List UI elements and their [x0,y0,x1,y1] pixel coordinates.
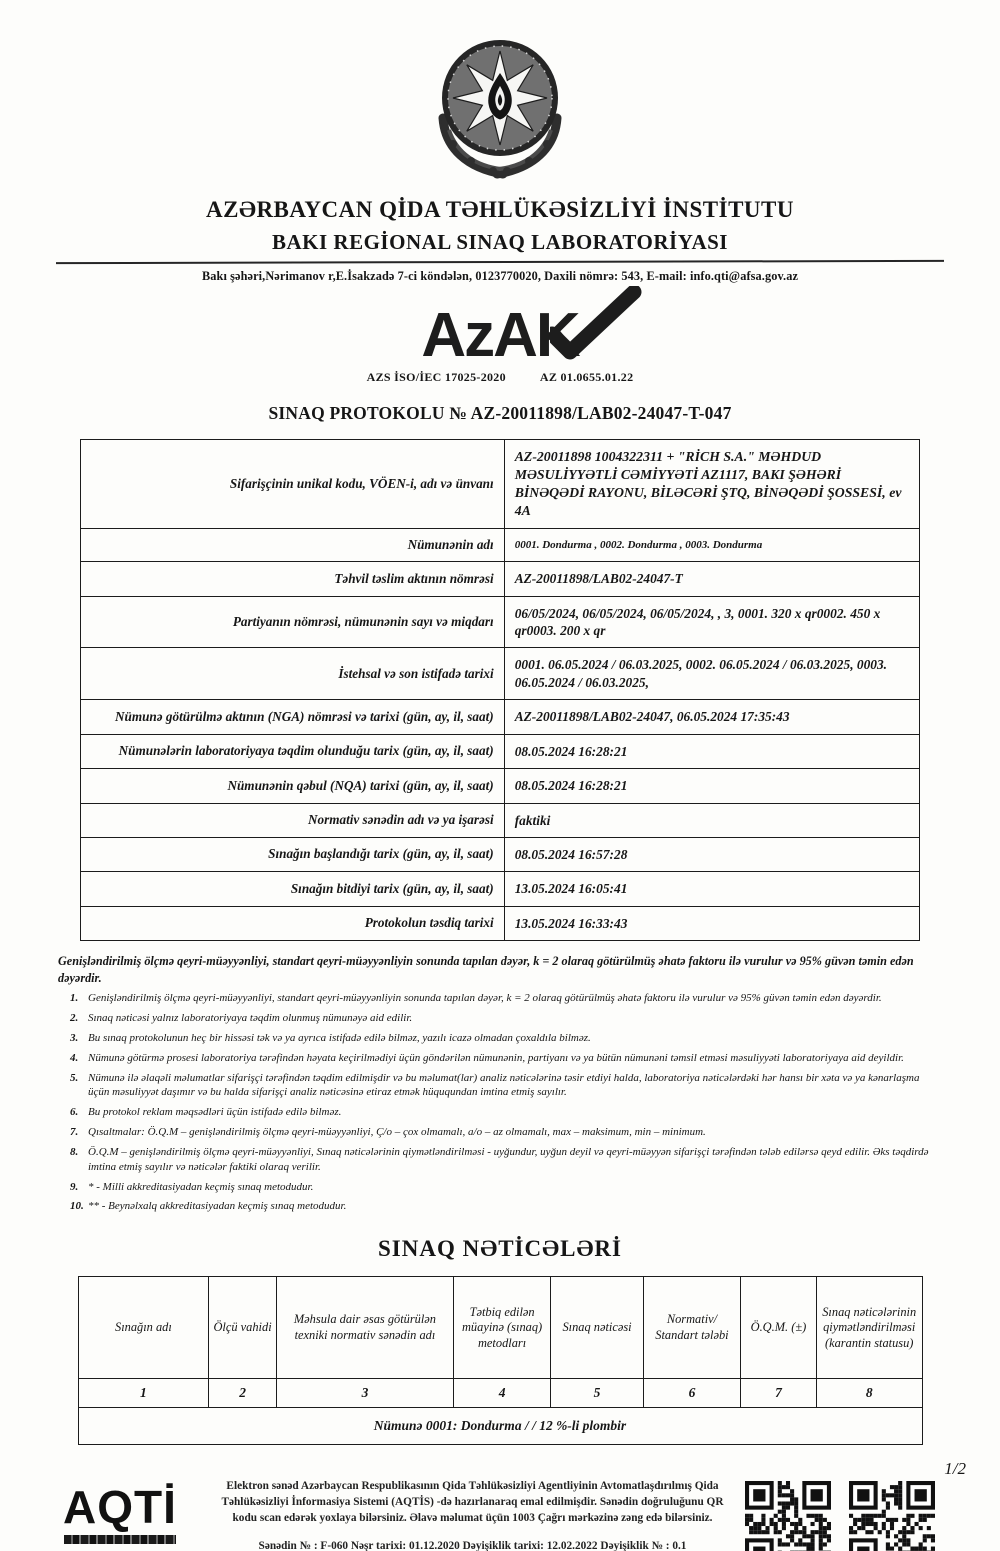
info-row [81,769,920,803]
results-column-number: 7 [740,1379,816,1408]
info-table-body [81,440,920,941]
info-row-label: Normativ sənədin adı və ya işarəsi [81,803,505,837]
results-column-number: 3 [276,1379,453,1408]
info-row-value: 0001. 06.05.2024 / 06.03.2025, 0002. 06.05.2024 / 06.03.2025, 0003. 06.05.2024 / 06.03.2025, [504,648,919,700]
results-column-number: 8 [816,1379,922,1408]
note-item [58,1031,942,1046]
info-row-label: Nümunənin qəbul (NQA) tarixi (gün, ay, il, saat) [81,769,505,803]
note-text: ** - Beynəlxalq akkreditasiyadan keçmiş sınaq metodudur. [88,1200,347,1213]
info-row-value: AZ-20011898/LAB02-24047, 06.05.2024 17:35:43 [504,700,919,734]
aqti-logo [40,1479,200,1544]
azak-accreditation-line [0,370,1000,385]
note-number: 6. [70,1106,79,1119]
page-number: 1/2 [944,1459,966,1478]
note-number: 7. [70,1126,79,1139]
results-number-row [78,1379,922,1408]
note-text: Nümunə ilə əlaqəli məlumatlar sifarişçi tərəfindən təqdim edilmişdir və bu məlumat(lar) analiz nəticələrinə təsir etdiyi halda, laboratoriya nəticələrdəki hər hansı bir xəta və ya kənarlaşma üçün məsuliyyət daşımır və bu halda sifarişçi analiz nəticəsinə etiraz etmək hüququndan imtina etmiş sayılır. [88,1071,920,1099]
info-row [81,700,920,734]
info-row-value: 06/05/2024, 06/05/2024, 06/05/2024, , 3, 0001. 320 x qr0002. 450 x qr0003. 200 x qr [504,596,919,648]
qr-code-group [745,1479,960,1551]
info-row-value: 08.05.2024 16:57:28 [504,837,919,871]
info-row-value: AZ-20011898/LAB02-24047-T [504,562,919,596]
note-number: 9. [70,1180,79,1193]
results-table [78,1276,923,1445]
azak-check-icon [550,286,642,364]
info-row-value: 13.05.2024 16:33:43 [504,906,919,940]
note-text: Ö.Q.M – genişləndirilmiş ölçmə qeyri-müəyyənliyi, Sınaq nəticələrinin qiymətləndirilməsi - uyğundur, uyğun deyil və qeyri-müəyyən sifarişçi tərəfindən tələb edilərsə qeyd edilir. Əks təqdirdə imtina etmiş sayılır və nəticələr faktiki olaraq verilir. [88,1145,929,1173]
note-item [58,1199,942,1214]
results-column-header: Məhsula dair əsas götürülən texniki normativ sənədin adı [276,1277,453,1379]
note-item [58,991,942,1006]
info-row [81,837,920,871]
emblem-wrap [0,0,1000,189]
note-item [58,1180,942,1195]
info-row-label: Protokolun təsdiq tarixi [81,906,505,940]
info-row-label: Sınağın bitdiyi tarix (gün, ay, il, saat) [81,872,505,906]
info-row-value: 0001. Dondurma , 0002. Dondurma , 0003. Dondurma [504,528,919,562]
info-row-label: Nümunə götürülmə aktının (NGA) nömrəsi və tarixi (gün, ay, il, saat) [81,700,505,734]
sample-row-text: Nümunə 0001: Dondurma / / 12 %-li plombir [78,1408,922,1445]
info-row-value: AZ-20011898 1004322311 + "RİCH S.A." MƏHDUD MƏSULİYYƏTLİ CƏMİYYƏTİ AZ1117, BAKI ŞƏHƏRİ BİNƏQƏDİ RAYONU, BİLƏCƏRİ ŞTQ, BİNƏQƏDİ ŞOSSESİ, ev 4A [504,440,919,529]
note-text: Nümunə götürmə prosesi laboratoriya tərəfindən həyata keçirilmədiyi üçün göndərilən nümunənin, partiyanı və ya bütün nümunəni təmsil etməsi məsuliyyəti laboratoriyaya aid deyildir. [88,1051,904,1064]
info-row-value: 08.05.2024 16:28:21 [504,734,919,768]
results-column-header: Sınaq nəticəsi [551,1277,644,1379]
results-column-header: Normativ/ Standart tələbi [643,1277,740,1379]
laboratory-name: BAKI REGİONAL SINAQ LABORATORİYASI [272,230,728,254]
info-row-label: Nümunələrin laboratoriyaya təqdim olunduğu tarix (gün, ay, il, saat) [81,734,505,768]
results-column-header: Ö.Q.M. (±) [740,1277,816,1379]
info-row [81,440,920,529]
note-number: 5. [70,1071,79,1084]
info-row-value: 13.05.2024 16:05:41 [504,872,919,906]
azak-logo [0,301,1000,385]
note-number: 3. [70,1031,79,1044]
footer-paragraph: Elektron sənəd Azərbaycan Respublikasının Qida Təhlükəsizliyi Agentliyinin Avtomatlaşdırılmış Qida Təhlükəsizliyi İnformasiya Sistemi (AQTİS) -də hazırlanaraq emal edilmişdir. Sənədin doğruluğunu QR kodu scan edərək yoxlaya bilərsiniz. Əlavə məlumat üçün 1003 Çağrı mərkəzinə zəng edə bilərsiniz. [221,1480,724,1524]
note-text: Bu protokol reklam məqsədləri üçün istifadə edilə bilməz. [88,1106,342,1119]
notes-section [58,953,942,1214]
info-row-label: Təhvil təslim aktının nömrəsi [81,562,505,596]
info-row-label: Sifarişçinin unikal kodu, VÖEN-i, adı və ünvanı [81,440,505,529]
note-item [58,1145,942,1175]
note-number: 8. [70,1145,79,1158]
note-item [58,1011,942,1026]
info-row-value: 08.05.2024 16:28:21 [504,769,919,803]
note-text: Genişləndirilmiş ölçmə qeyri-müəyyənliyi, standart qeyri-müəyyənliyin sonunda tapılan dəyər, k = 2 olaraq götürülmüş əhatə faktoru ilə vurulur və 95% güvən təmin edən dəyərdir. [88,992,882,1005]
header-divider [56,260,944,264]
results-column-number: 1 [78,1379,209,1408]
aqti-logo-text: AQTİ [63,1481,177,1534]
note-number: 2. [70,1012,79,1025]
notes-intro: Genişləndirilmiş ölçmə qeyri-müəyyənliyi, standart qeyri-müəyyənliyin sonunda tapılan dəyər, k = 2 olaraq götürülmüş əhatə faktoru ilə vurulur və 95% güvən təmin edən dəyərdir. [58,954,914,985]
azak-certificate: AZ 01.0655.01.22 [539,370,634,384]
notes-list [58,991,942,1214]
note-number: 10. [70,1200,84,1213]
note-item [58,1125,942,1140]
note-text: Qısaltmalar: Ö.Q.M – genişləndirilmiş ölçmə qeyri-müəyyənliyi, Ç/o – çox olmamalı, a/o – az olmamalı, max – maksimum, min – minimum. [88,1126,706,1139]
info-row [81,906,920,940]
footer-document-line: Sənədin № : F-060 Nəşr tarixi: 01.12.2020 Dəyişiklik tarixi: 12.02.2022 Dəyişiklik № : 0.1 [258,1539,687,1551]
results-column-number: 4 [454,1379,551,1408]
footer [40,1479,960,1551]
note-item [58,1105,942,1120]
results-title: SINAQ NƏTİCƏLƏRİ [378,1236,622,1262]
info-row [81,528,920,562]
azerbaijan-emblem-icon [415,26,585,184]
info-row-label: Partiyanın nömrəsi, nümunənin sayı və miqdarı [81,596,505,648]
note-number: 4. [70,1051,79,1064]
results-column-number: 6 [643,1379,740,1408]
qr-code-left [745,1481,831,1551]
footer-text-block [200,1479,745,1551]
info-row-label: Nümunənin adı [81,528,505,562]
qr-code-right [849,1481,935,1551]
results-column-header: Sınağın adı [78,1277,209,1379]
info-row-label: Sınağın başlandığı tarix (gün, ay, il, saat) [81,837,505,871]
results-column-header: Sınaq nəticələrinin qiymətləndirilməsi (karantin statusu) [816,1277,922,1379]
note-text: Sınaq nəticəsi yalnız laboratoriyaya təqdim olunmuş nümunəyə aid edilir. [88,1012,413,1025]
note-item [58,1051,942,1066]
aqti-logo-subtext-bar [64,1535,176,1544]
note-item [58,1071,942,1101]
note-number: 1. [70,992,79,1005]
info-row-label: İstehsal və son istifadə tarixi [81,648,505,700]
azak-standard: AZS İSO/İEC 17025-2020 [366,370,506,384]
info-row [81,803,920,837]
info-row [81,648,920,700]
info-row-value: faktiki [504,803,919,837]
info-row [81,872,920,906]
note-text: Bu sınaq protokolunun heç bir hissəsi tək və ya ayrıca istifadə edilə bilməz, yazılı icazə olmadan çoxaldıla bilməz. [88,1031,591,1044]
note-text: * - Milli akkreditasiyadan keçmiş sınaq metodudur. [88,1180,314,1193]
results-column-header: Tətbiq edilən müayinə (sınaq) metodları [454,1277,551,1379]
info-row [81,596,920,648]
azak-logo-text: AzAK [421,308,578,364]
info-table [80,439,920,941]
info-row [81,734,920,768]
institute-name: AZƏRBAYCAN QİDA TƏHLÜKƏSİZLİYİ İNSTİTUTU [206,197,794,222]
results-column-number: 2 [209,1379,277,1408]
results-column-header: Ölçü vahidi [209,1277,277,1379]
results-sample-row [78,1408,922,1445]
results-column-number: 5 [551,1379,644,1408]
protocol-title: SINAQ PROTOKOLU № AZ-20011898/LAB02-24047-T-047 [268,403,732,423]
address-line: Bakı şəhəri,Nərimanov r,E.İsakzadə 7-ci köndələn, 0123770020, Daxili nömrə: 543, E-mail: info.qti@afsa.gov.az [201,269,799,283]
info-row [81,562,920,596]
results-header-row [78,1277,922,1379]
